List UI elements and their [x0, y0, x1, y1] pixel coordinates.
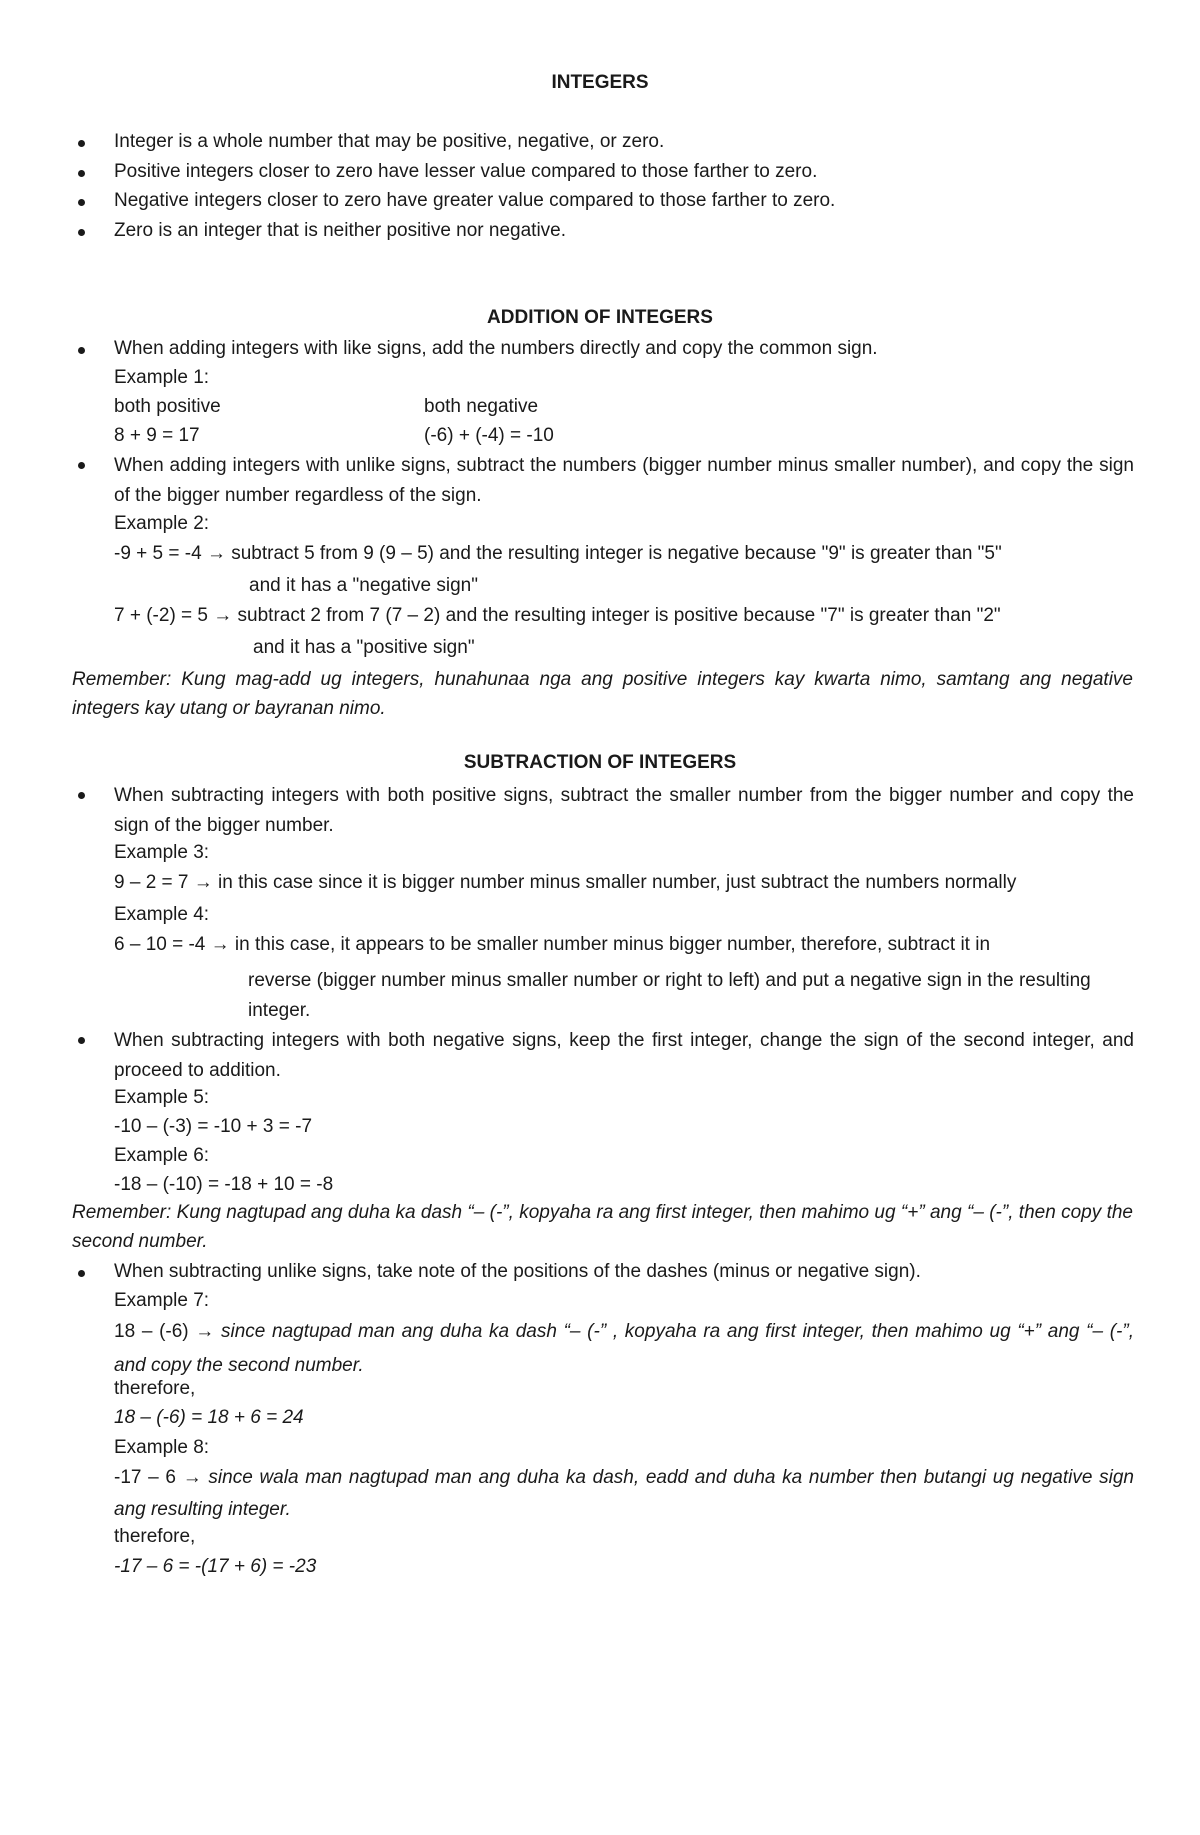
- bullet-dot: [78, 170, 85, 177]
- example-2-label: Example 2:: [114, 513, 210, 534]
- example-4-label: Example 4:: [114, 904, 210, 925]
- example-1-label: Example 1:: [114, 367, 210, 388]
- example-2-line-2-continued: and it has a "positive sign": [253, 637, 475, 658]
- example-7-line: [114, 1315, 1134, 1383]
- addition-bullet-1: When adding integers with like signs, add the numbers directly and copy the common sign.: [114, 338, 878, 359]
- subtraction-bullet-2: When subtracting integers with both negative signs, keep the first integer, change the sign of the second integer, and proceed to addition.: [114, 1030, 1134, 1081]
- example-5-label: Example 5:: [114, 1087, 210, 1108]
- example-6-line: -18 – (-10) = -18 + 10 = -8: [114, 1174, 334, 1195]
- example-3-label: Example 3:: [114, 842, 210, 863]
- subtraction-heading: SUBTRACTION OF INTEGERS: [463, 752, 737, 773]
- bullet-dot: [78, 199, 85, 206]
- example-6-label: Example 6:: [114, 1145, 210, 1166]
- example-8-explanation: since wala man nagtupad man ang duha ka dash, eadd and duha ka number then butangi ug negative sign ang resulting integer.: [114, 1467, 1134, 1520]
- example-7-equation: 18 – (-6) →: [114, 1321, 215, 1342]
- example-8-therefore: therefore,: [114, 1526, 196, 1547]
- example-4-continued: reverse (bigger number minus smaller number or right to left) and put a negative sign in the resulting integer.: [248, 970, 1091, 1021]
- example-7-result: 18 – (-6) = 18 + 6 = 24: [114, 1407, 304, 1428]
- example-1-negative-equation: (-6) + (-4) = -10: [424, 425, 554, 446]
- example-7-therefore: therefore,: [114, 1378, 196, 1399]
- example-2-line-2: 7 + (-2) = 5 → subtract 2 from 7 (7 – 2) and the resulting integer is positive because "7" is greater than "2": [114, 605, 1001, 626]
- example-8-line: [114, 1462, 1134, 1526]
- example-7-explanation: since nagtupad man ang duha ka dash “– (-” , kopyaha ra ang first integer, then mahimo ug “+” ang “– (-”, and copy the second number.: [114, 1321, 1134, 1376]
- example-4-line: 6 – 10 = -4 → in this case, it appears to be smaller number minus bigger number, therefore, subtract it in: [114, 934, 991, 955]
- example-1-positive-label: both positive: [114, 396, 221, 417]
- bullet-dot: [78, 792, 85, 799]
- bullet-dot: [78, 347, 85, 354]
- subtraction-remember-note: Remember: Kung nagtupad ang duha ka dash “– (-”, kopyaha ra ang first integer, then mahimo ug “+” ang “– (-”, then copy the second number.: [72, 1202, 1133, 1252]
- integers-bullet-3: Negative integers closer to zero have greater value compared to those farther to zero.: [114, 190, 836, 211]
- example-1-negative-label: both negative: [424, 396, 539, 417]
- addition-bullet-2: When adding integers with unlike signs, subtract the numbers (bigger number minus smaller number), and copy the sign of the bigger number regardless of the sign.: [114, 455, 1134, 506]
- example-5-line: -10 – (-3) = -10 + 3 = -7: [114, 1116, 313, 1137]
- integers-bullet-4: Zero is an integer that is neither positive nor negative.: [114, 220, 567, 241]
- example-1-positive-equation: 8 + 9 = 17: [114, 425, 200, 446]
- subtraction-bullet-1: When subtracting integers with both positive signs, subtract the smaller number from the bigger number and copy the sign of the bigger number.: [114, 785, 1134, 836]
- example-8-result: -17 – 6 = -(17 + 6) = -23: [114, 1556, 317, 1577]
- bullet-dot: [78, 229, 85, 236]
- example-2-line-1: -9 + 5 = -4 → subtract 5 from 9 (9 – 5) and the resulting integer is negative because "9" is greater than "5": [114, 543, 1002, 564]
- example-8-label: Example 8:: [114, 1437, 210, 1458]
- example-8-equation: -17 – 6 →: [114, 1467, 202, 1488]
- bullet-dot: [78, 1037, 85, 1044]
- bullet-dot: [78, 1270, 85, 1277]
- addition-remember-note: Remember: Kung mag-add ug integers, hunahunaa nga ang positive integers kay kwarta nimo, samtang ang negative integers kay utang or bayranan nimo.: [72, 669, 1133, 719]
- bullet-dot: [78, 462, 85, 469]
- integers-heading: INTEGERS: [551, 72, 649, 93]
- bullet-dot: [78, 140, 85, 147]
- example-2-line-1-continued: and it has a "negative sign": [249, 575, 478, 596]
- subtraction-bullet-3: When subtracting unlike signs, take note of the positions of the dashes (minus or negative sign).: [114, 1261, 921, 1282]
- example-7-label: Example 7:: [114, 1290, 210, 1311]
- integers-bullet-2: Positive integers closer to zero have lesser value compared to those farther to zero.: [114, 161, 818, 182]
- addition-heading: ADDITION OF INTEGERS: [487, 307, 713, 328]
- example-3-line: 9 – 2 = 7 → in this case since it is bigger number minus smaller number, just subtract the numbers normally: [114, 872, 1017, 893]
- integers-bullet-1: Integer is a whole number that may be positive, negative, or zero.: [114, 131, 665, 152]
